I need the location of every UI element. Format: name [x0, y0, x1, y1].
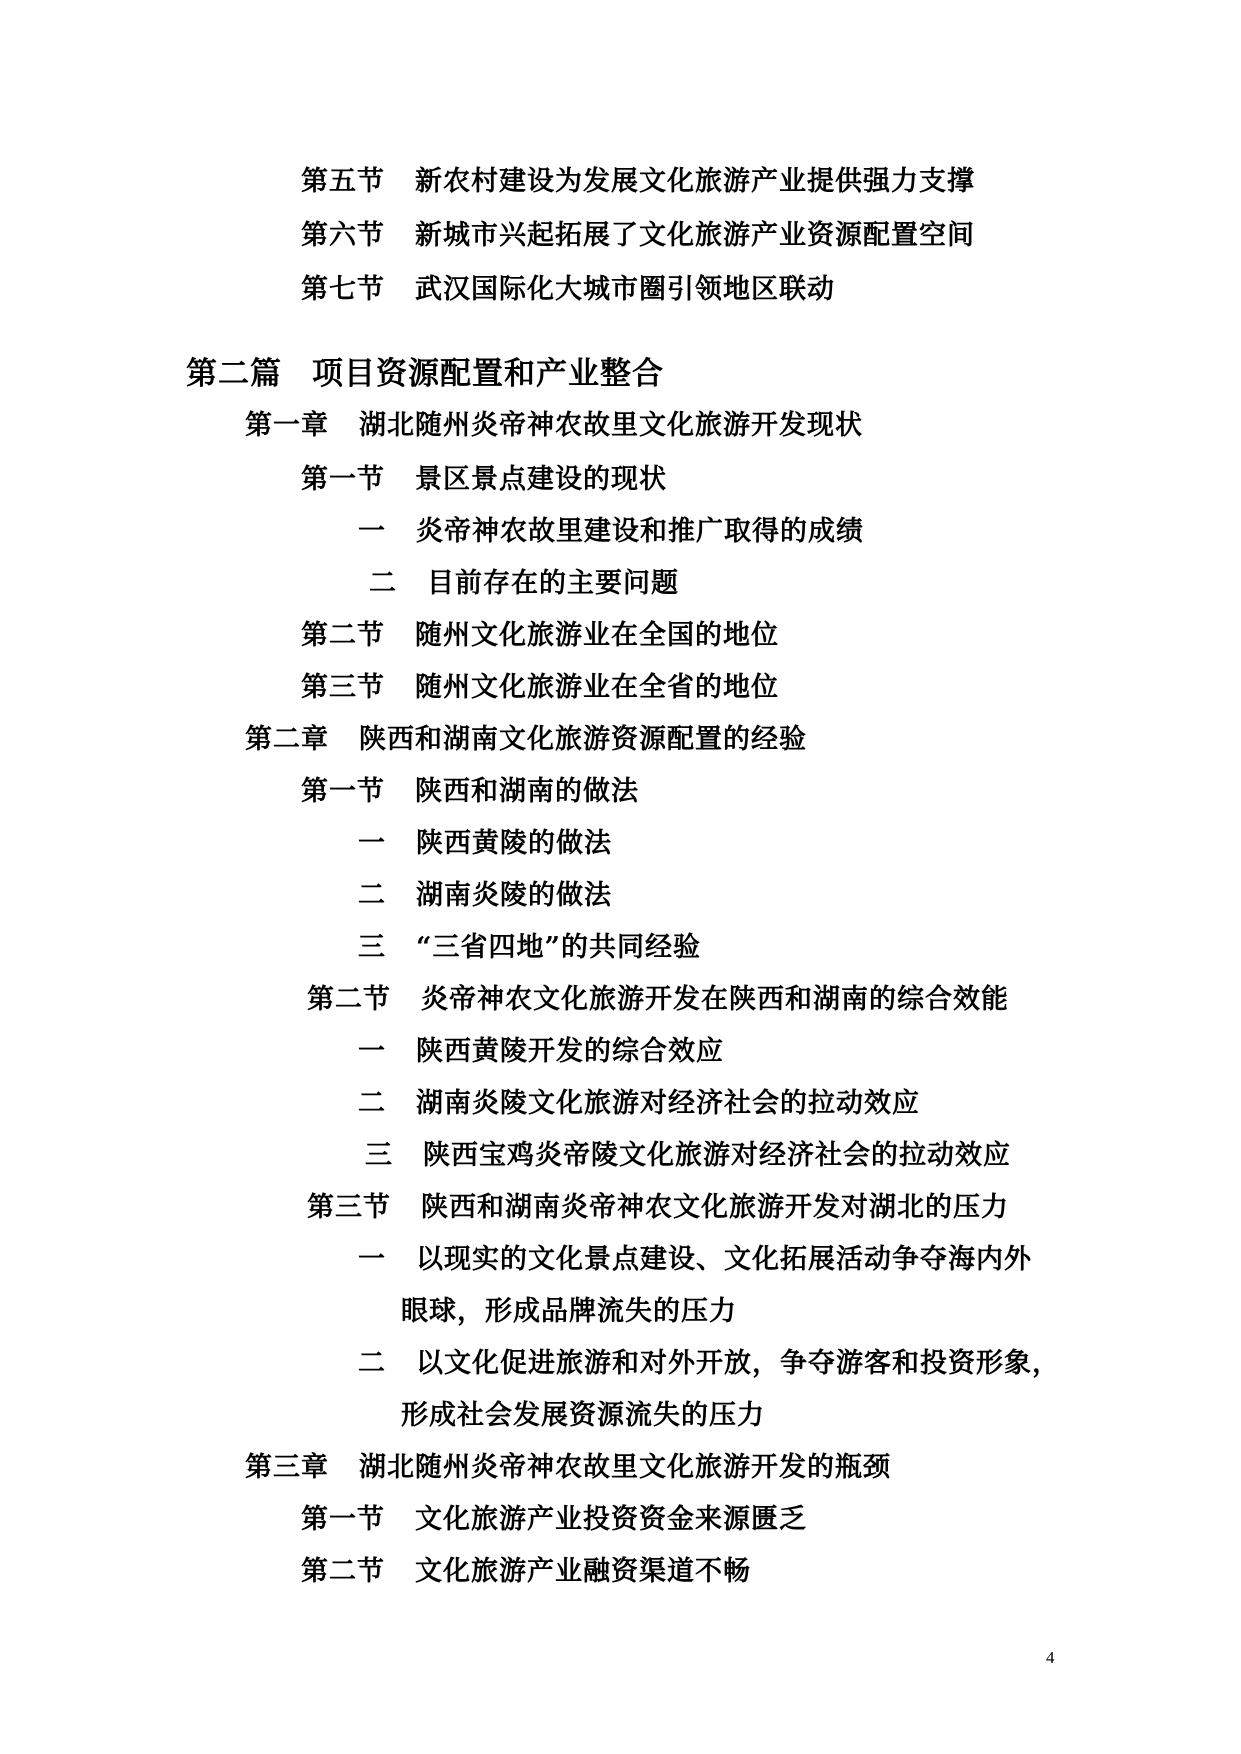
toc-item-2: [358, 1347, 1060, 1381]
toc-section-2: [301, 1555, 751, 1589]
toc-title: 湖北随州炎帝神农故里文化旅游开发的瓶颈: [359, 1452, 891, 1483]
toc-title: 陕西宝鸡炎帝陵文化旅游对经济社会的拉动效应: [423, 1140, 1011, 1171]
toc-number: 第二章: [245, 724, 329, 755]
toc-number: 三: [365, 1140, 393, 1171]
toc-title: 新城市兴起拓展了文化旅游产业资源配置空间: [415, 220, 975, 251]
toc-title: 陕西黄陵的做法: [416, 828, 612, 859]
toc-section-2: [301, 619, 779, 653]
toc-part-2: [186, 355, 664, 393]
toc-title: 以文化促进旅游和对外开放，争夺游客和投资形象，: [416, 1348, 1060, 1379]
toc-title: 陕西和湖南文化旅游资源配置的经验: [359, 724, 807, 755]
toc-title: 目前存在的主要问题: [427, 568, 679, 599]
toc-title: 景区景点建设的现状: [415, 464, 667, 495]
toc-section-7: [301, 273, 835, 307]
toc-title: 炎帝神农故里建设和推广取得的成绩: [416, 516, 864, 547]
toc-section-3: [301, 671, 779, 705]
toc-title: 文化旅游产业投资资金来源匮乏: [415, 1504, 807, 1535]
toc-item-2: [358, 1087, 920, 1121]
toc-section-5: [301, 165, 975, 199]
toc-number: 第二节: [301, 1556, 385, 1587]
toc-item-continuation: [401, 1399, 765, 1433]
toc-item-2: [358, 879, 612, 913]
toc-item-1: [358, 827, 612, 861]
toc-chapter-2: [245, 723, 807, 757]
toc-number: 第一节: [301, 1504, 385, 1535]
toc-item-1: [358, 1035, 724, 1069]
toc-title: 随州文化旅游业在全国的地位: [415, 620, 779, 651]
toc-title: 文化旅游产业融资渠道不畅: [415, 1556, 751, 1587]
toc-number: 一: [358, 516, 386, 547]
toc-title: 武汉国际化大城市圈引领地区联动: [415, 274, 835, 305]
toc-number: 一: [358, 1036, 386, 1067]
toc-title: 湖北随州炎帝神农故里文化旅游开发现状: [359, 410, 863, 441]
toc-number: 第二节: [301, 620, 385, 651]
toc-title: 湖南炎陵文化旅游对经济社会的拉动效应: [416, 1088, 920, 1119]
toc-number: 二: [369, 568, 397, 599]
toc-number: 一: [358, 828, 386, 859]
toc-item-3: [358, 931, 701, 965]
toc-number: 三: [358, 932, 386, 963]
toc-item-continuation: [401, 1295, 737, 1329]
toc-section-1: [301, 463, 667, 497]
toc-title: 随州文化旅游业在全省的地位: [415, 672, 779, 703]
toc-item-1: [358, 515, 864, 549]
toc-chapter-1: [245, 409, 863, 443]
toc-number: 第三节: [301, 672, 385, 703]
toc-item-3: [365, 1139, 1011, 1173]
toc-chapter-3: [245, 1451, 891, 1485]
toc-section-3: [307, 1191, 1009, 1225]
toc-number: 第五节: [301, 166, 385, 197]
toc-title: 项目资源配置和产业整合: [312, 356, 664, 392]
toc-section-6: [301, 219, 975, 253]
toc-number: 二: [358, 1088, 386, 1119]
toc-title: 新农村建设为发展文化旅游产业提供强力支撑: [415, 166, 975, 197]
toc-section-1: [301, 775, 639, 809]
toc-title: 形成社会发展资源流失的压力: [401, 1400, 765, 1431]
toc-number: 第二节: [307, 984, 391, 1015]
toc-number: 二: [358, 880, 386, 911]
toc-number: 第二篇: [186, 356, 282, 392]
toc-number: 第三章: [245, 1452, 329, 1483]
toc-section-2: [307, 983, 1009, 1017]
toc-item-2: [369, 567, 679, 601]
toc-number: 第六节: [301, 220, 385, 251]
toc-number: 第一节: [301, 776, 385, 807]
toc-number: 第七节: [301, 274, 385, 305]
toc-item-1: [358, 1243, 1032, 1277]
toc-number: 第一节: [301, 464, 385, 495]
page-number: 4: [1046, 1648, 1055, 1667]
toc-number: 二: [358, 1348, 386, 1379]
toc-title: 炎帝神农文化旅游开发在陕西和湖南的综合效能: [421, 984, 1009, 1015]
toc-title: 湖南炎陵的做法: [416, 880, 612, 911]
toc-title: 眼球，形成品牌流失的压力: [401, 1296, 737, 1327]
toc-title: 陕西和湖南炎帝神农文化旅游开发对湖北的压力: [421, 1192, 1009, 1223]
toc-number: 第一章: [245, 410, 329, 441]
toc-title: 陕西黄陵开发的综合效应: [416, 1036, 724, 1067]
toc-number: 一: [358, 1244, 386, 1275]
toc-title: 以现实的文化景点建设、文化拓展活动争夺海内外: [416, 1244, 1032, 1275]
toc-number: 第三节: [307, 1192, 391, 1223]
toc-title: 陕西和湖南的做法: [415, 776, 639, 807]
toc-title: “三省四地”的共同经验: [416, 932, 702, 963]
toc-section-1: [301, 1503, 807, 1537]
